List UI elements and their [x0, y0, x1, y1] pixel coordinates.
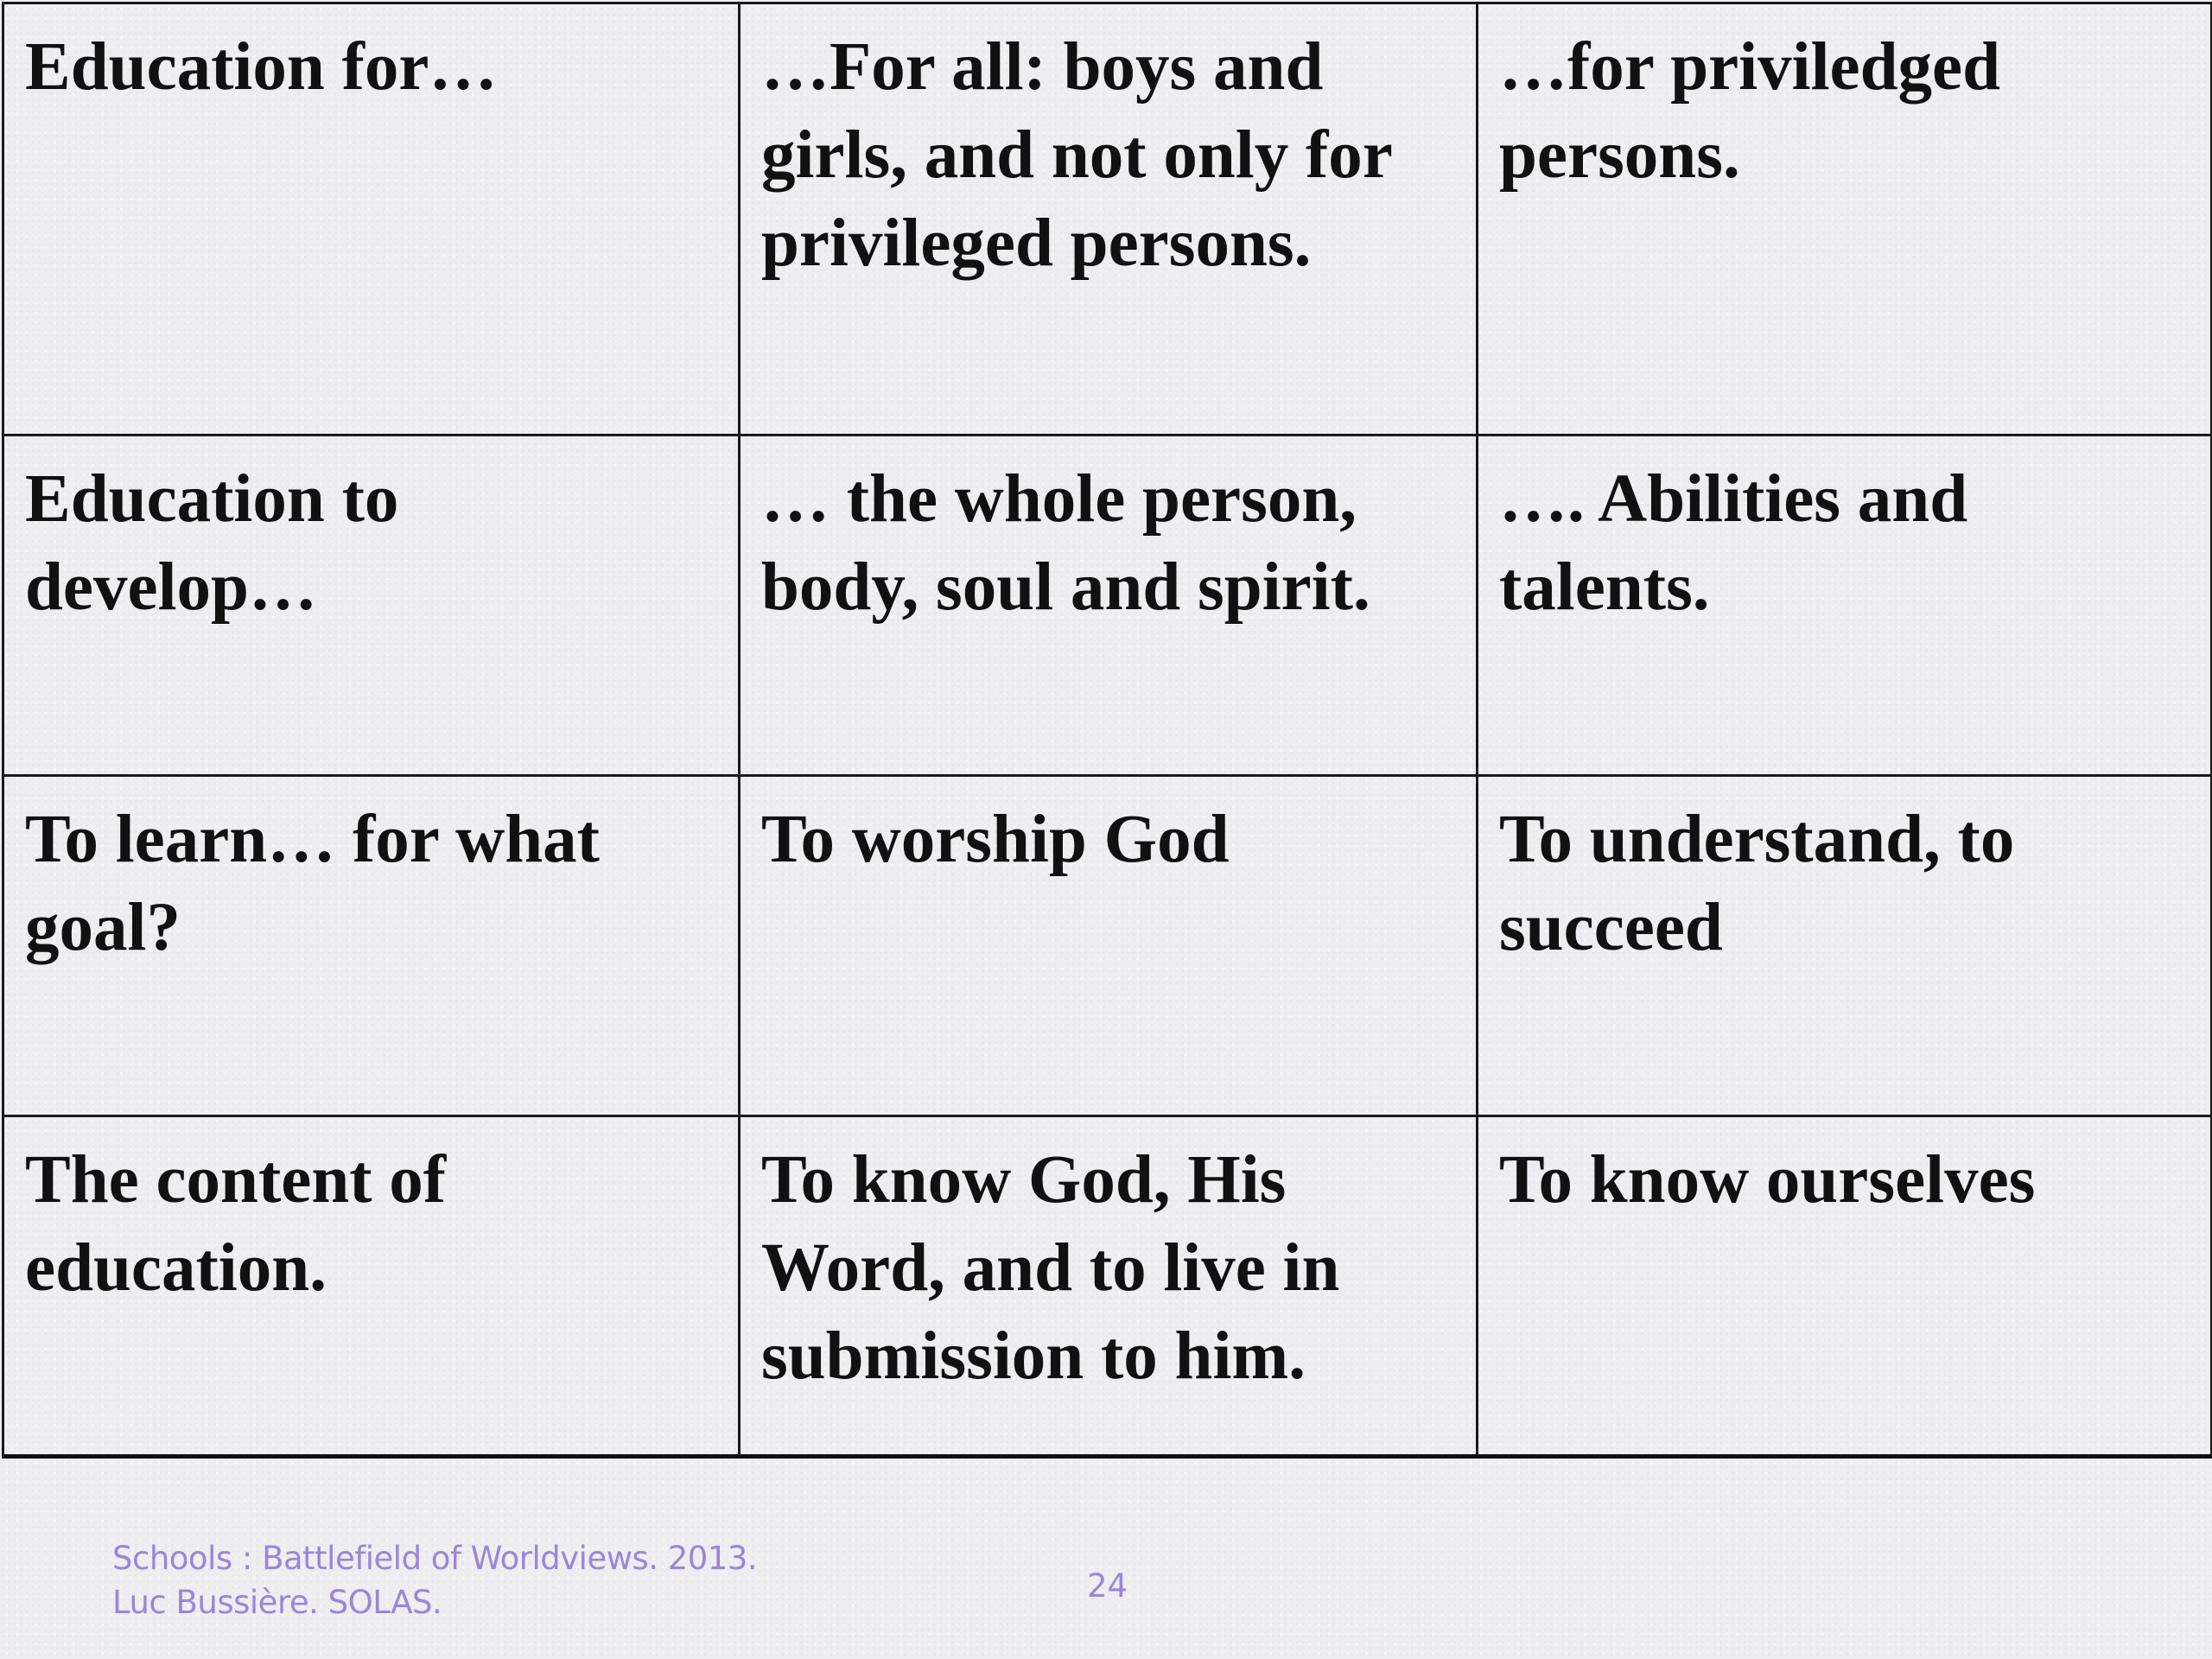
comparison-table [2, 2, 2212, 1459]
cell-text: …For all: boys and girls, and not only for privileged persons. [761, 29, 1393, 281]
table-row [3, 1116, 2212, 1457]
cell-text: To worship God [761, 802, 1230, 877]
cell-text: To know ourselves [1499, 1142, 2036, 1217]
cell-text: …. Abilities and talents. [1499, 461, 1968, 625]
table-row [3, 776, 2212, 1116]
table-cell-second-view [1478, 435, 2212, 776]
table-row [3, 435, 2212, 776]
table-cell-second-view [1478, 3, 2212, 435]
table-row [3, 3, 2212, 435]
table-cell-first-view [740, 435, 1478, 776]
cell-text: …for priviledged persons. [1499, 29, 2001, 193]
table-cell-second-view [1478, 776, 2212, 1116]
footer-credit: Schools : Battlefield of Worldviews. 2013. Luc Bussière. SOLAS. [112, 1540, 758, 1621]
cell-text: To understand, to succeed [1499, 802, 2015, 965]
cell-text: To know God, His Word, and to live in submission to him. [761, 1142, 1340, 1394]
table-cell-topic [3, 3, 740, 435]
table-cell-first-view [740, 776, 1478, 1116]
cell-text: Education for… [25, 29, 498, 105]
table-cell-topic [3, 435, 740, 776]
cell-text: … the whole person, body, soul and spirit. [761, 461, 1370, 625]
cell-text: To learn… for what goal? [25, 802, 600, 965]
table-cell-first-view [740, 1116, 1478, 1457]
page-number: 24 [1087, 1567, 1128, 1605]
table-cell-topic [3, 1116, 740, 1457]
table-cell-topic [3, 776, 740, 1116]
table-cell-first-view [740, 3, 1478, 435]
table-cell-second-view [1478, 1116, 2212, 1457]
cell-text: The content of education. [25, 1142, 447, 1306]
cell-text: Education to develop… [25, 461, 399, 625]
